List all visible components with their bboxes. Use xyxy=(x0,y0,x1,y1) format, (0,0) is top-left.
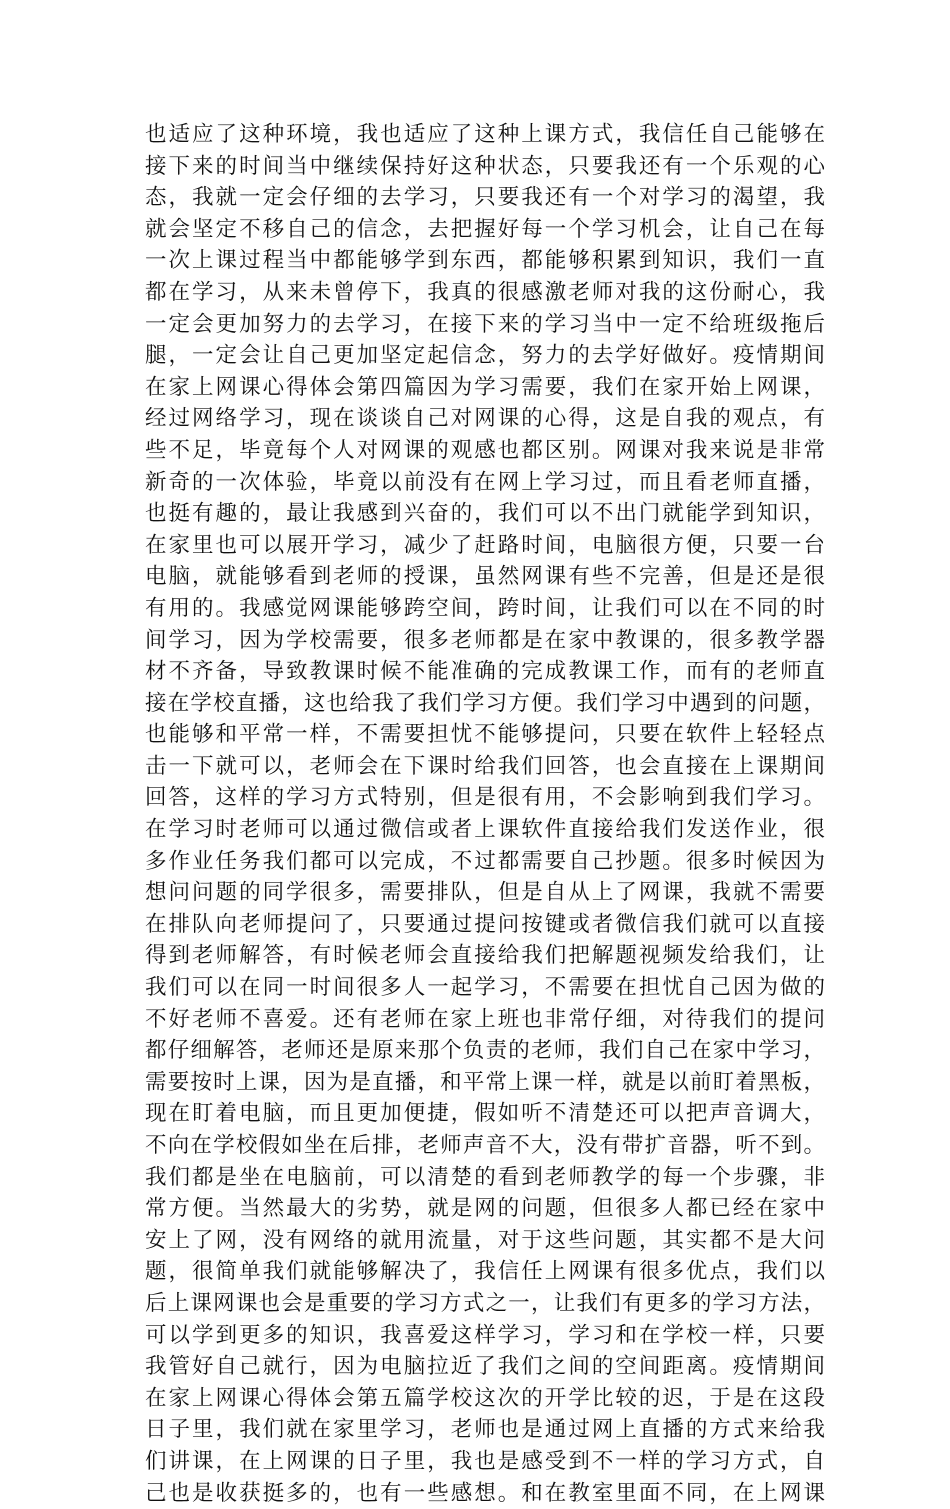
text-line: 态，我就一定会仔细的去学习，只要我还有一个对学习的渴望，我 xyxy=(145,185,825,211)
text-line: 在排队向老师提问了，只要通过提问按键或者微信我们就可以直接 xyxy=(145,911,825,937)
body-text xyxy=(145,119,825,1509)
text-line: 新奇的一次体验，毕竟以前没有在网上学习过，而且看老师直播， xyxy=(145,469,825,495)
text-line: 日子里，我们就在家里学习，老师也是通过网上直播的方式来给我 xyxy=(145,1417,825,1443)
text-line: 常方便。当然最大的劣势，就是网的问题，但很多人都已经在家中 xyxy=(145,1196,825,1222)
text-line: 回答，这样的学习方式特别，但是很有用，不会影响到我们学习。 xyxy=(145,785,825,811)
text-line: 也能够和平常一样，不需要担忧不能够提问，只要在软件上轻轻点 xyxy=(145,722,825,748)
text-line: 也适应了这种环境，我也适应了这种上课方式，我信任自己能够在 xyxy=(145,122,825,147)
text-line: 在家上网课心得体会第四篇因为学习需要，我们在家开始上网课， xyxy=(145,374,825,400)
text-line: 腿，一定会让自己更加坚定起信念，努力的去学好做好。疫情期间 xyxy=(145,343,825,369)
text-line: 我们可以在同一时间很多人一起学习，不需要在担忧自己因为做的 xyxy=(145,975,825,1001)
text-line: 些不足，毕竟每个人对网课的观感也都区别。网课对我来说是非常 xyxy=(145,437,825,463)
text-line: 多作业任务我们都可以完成，不过都需要自己抄题。很多时候因为 xyxy=(145,848,825,874)
text-line: 都在学习，从来未曾停下，我真的很感激老师对我的这份耐心，我 xyxy=(145,279,825,305)
text-line: 一定会更加努力的去学习，在接下来的学习当中一定不给班级拖后 xyxy=(145,311,825,337)
text-line: 在家里也可以展开学习，减少了赶路时间，电脑很方便，只要一台 xyxy=(145,532,825,558)
text-line: 不向在学校假如坐在后排，老师声音不大，没有带扩音器，听不到。 xyxy=(145,1133,825,1158)
text-line: 接下来的时间当中继续保持好这种状态，只要我还有一个乐观的心 xyxy=(145,153,825,179)
text-line: 接在学校直播，这也给我了我们学习方便。我们学习中遇到的问题， xyxy=(145,690,825,716)
text-line: 想问问题的同学很多，需要排队，但是自从上了网课，我就不需要 xyxy=(145,880,825,906)
text-line: 一次上课过程当中都能够学到东西，都能够积累到知识，我们一直 xyxy=(145,248,825,274)
text-line: 不好老师不喜爱。还有老师在家上班也非常仔细，对待我们的提问 xyxy=(145,1006,825,1032)
text-line: 材不齐备，导致教课时候不能准确的完成教课工作，而有的老师直 xyxy=(145,659,825,685)
text-line: 在学习时老师可以通过微信或者上课软件直接给我们发送作业，很 xyxy=(145,817,825,843)
text-line: 可以学到更多的知识，我喜爱这样学习，学习和在学校一样，只要 xyxy=(145,1322,825,1348)
text-line: 有用的。我感觉网课能够跨空间，跨时间，让我们可以在不同的时 xyxy=(145,595,825,621)
text-line: 题，很简单我们就能够解决了，我信任上网课有很多优点，我们以 xyxy=(145,1259,825,1285)
text-line: 都仔细解答，老师还是原来那个负责的老师，我们自己在家中学习， xyxy=(145,1038,825,1064)
text-line: 电脑，就能够看到老师的授课，虽然网课有些不完善，但是还是很 xyxy=(145,564,825,590)
text-line: 安上了网，没有网络的就用流量，对于这些问题，其实都不是大问 xyxy=(145,1227,825,1253)
text-line: 我们都是坐在电脑前，可以清楚的看到老师教学的每一个步骤，非 xyxy=(145,1164,825,1190)
text-line: 得到老师解答，有时候老师会直接给我们把解题视频发给我们，让 xyxy=(145,943,825,969)
text-line: 需要按时上课，因为是直播，和平常上课一样，就是以前盯着黑板， xyxy=(145,1069,825,1095)
text-line: 现在盯着电脑，而且更加便捷，假如听不清楚还可以把声音调大， xyxy=(145,1101,825,1127)
text-line: 也挺有趣的，最让我感到兴奋的，我们可以不出门就能学到知识， xyxy=(145,501,825,527)
text-line: 我管好自己就行，因为电脑拉近了我们之间的空间距离。疫情期间 xyxy=(145,1354,825,1380)
text-line: 己也是收获挺多的，也有一些感想。和在教室里面不同，在上网课 xyxy=(145,1480,825,1506)
text-line: 经过网络学习，现在谈谈自己对网课的心得，这是自我的观点，有 xyxy=(145,406,825,432)
text-line: 在家上网课心得体会第五篇学校这次的开学比较的迟，于是在这段 xyxy=(145,1385,825,1411)
text-line: 间学习，因为学校需要，很多老师都是在家中教课的，很多教学器 xyxy=(145,627,825,653)
text-line: 击一下就可以，老师会在下课时给我们回答，也会直接在上课期间 xyxy=(145,753,825,779)
text-line: 就会坚定不移自己的信念，去把握好每一个学习机会，让自己在每 xyxy=(145,216,825,242)
text-line: 们讲课，在上网课的日子里，我也是感受到不一样的学习方式，自 xyxy=(145,1448,825,1474)
text-line: 后上课网课也会是重要的学习方式之一，让我们有更多的学习方法， xyxy=(145,1290,825,1316)
